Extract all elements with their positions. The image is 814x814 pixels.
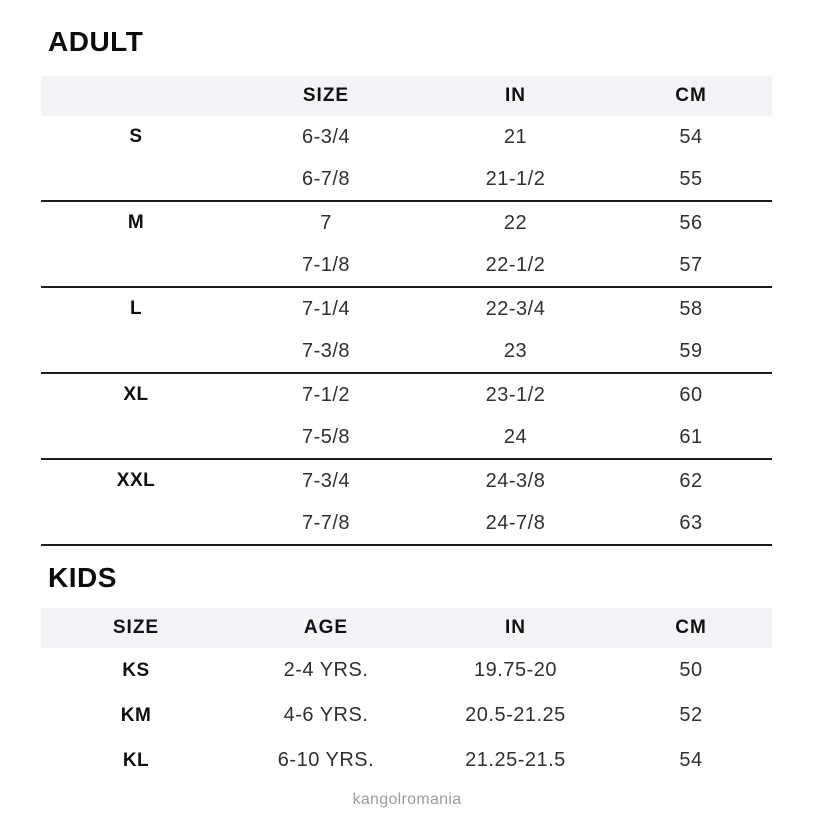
size-value-cell: 7-3/4 [301,469,351,492]
cm-cell: 57 [679,253,703,276]
age-cell: 2-4 YRS. [283,659,369,681]
size-value-cell: 7-5/8 [301,425,351,448]
cm-cell: 50 [679,659,703,681]
column-header-size: SIZE [302,85,350,106]
size-value-cell: 6-3/4 [301,125,351,148]
inches-cell: 21.25-21.5 [465,749,566,771]
table-row [41,288,772,330]
inches-cell: 22-3/4 [485,297,546,320]
adult-size-table [41,76,772,546]
cm-cell: 54 [679,749,703,771]
size-value-cell: 7 [320,211,332,234]
cm-cell: 59 [679,339,703,362]
column-header-in: IN [505,617,526,638]
size-value-cell: 7-7/8 [301,511,351,534]
column-header-cm: CM [675,617,707,638]
inches-cell: 22-1/2 [485,253,546,276]
size-value-cell: 7-3/8 [301,339,351,362]
size-label-cell: KS [122,659,150,681]
table-row [41,460,772,502]
size-label-cell: XL [123,384,149,405]
brand-watermark: kangolromania [352,791,462,808]
table-row [41,158,772,200]
size-label-cell: M [127,212,145,233]
table-row [41,738,772,783]
size-label-cell: S [129,126,143,147]
cm-cell: 52 [679,704,703,726]
adult-table-header-row [41,76,772,116]
table-row [41,374,772,416]
column-header-cm: CM [675,85,707,106]
size-value-cell: 7-1/2 [301,383,351,406]
size-group-l [41,288,772,374]
cm-cell: 56 [679,211,703,234]
cm-cell: 55 [679,167,703,190]
inches-cell: 19.75-20 [474,659,557,681]
size-label-cell: L [129,298,143,319]
table-row [41,693,772,738]
cm-cell: 61 [679,425,703,448]
size-label-cell: KL [122,749,150,771]
table-row [41,502,772,544]
size-value-cell: 7-1/8 [301,253,351,276]
table-row [41,202,772,244]
size-group-xxl [41,460,772,546]
inches-cell: 21-1/2 [485,167,546,190]
size-group-s [41,116,772,202]
kids-size-table [41,608,772,783]
cm-cell: 62 [679,469,703,492]
inches-cell: 23 [503,339,528,362]
column-header-in: IN [505,85,526,106]
size-label-cell: KM [120,704,152,726]
kids-section-title: KIDS [48,562,117,593]
inches-cell: 24-3/8 [485,469,546,492]
cm-cell: 63 [679,511,703,534]
table-row [41,416,772,458]
inches-cell: 20.5-21.25 [465,704,566,726]
age-cell: 6-10 YRS. [277,749,375,771]
age-cell: 4-6 YRS. [283,704,369,726]
size-group-xl [41,374,772,460]
adult-section-title: ADULT [48,26,144,57]
cm-cell: 58 [679,297,703,320]
size-group-m [41,202,772,288]
table-row [41,116,772,158]
size-label-cell: XXL [116,470,156,491]
table-row [41,330,772,372]
cm-cell: 60 [679,383,703,406]
inches-cell: 24-7/8 [485,511,546,534]
table-row [41,648,772,693]
column-header-age: AGE [303,617,349,638]
inches-cell: 24 [503,425,528,448]
inches-cell: 21 [503,125,528,148]
inches-cell: 22 [503,211,528,234]
size-value-cell: 7-1/4 [301,297,351,320]
kids-table-header-row [41,608,772,648]
table-row [41,244,772,286]
size-value-cell: 6-7/8 [301,167,351,190]
inches-cell: 23-1/2 [485,383,546,406]
column-header-size: SIZE [112,617,160,638]
cm-cell: 54 [679,125,703,148]
